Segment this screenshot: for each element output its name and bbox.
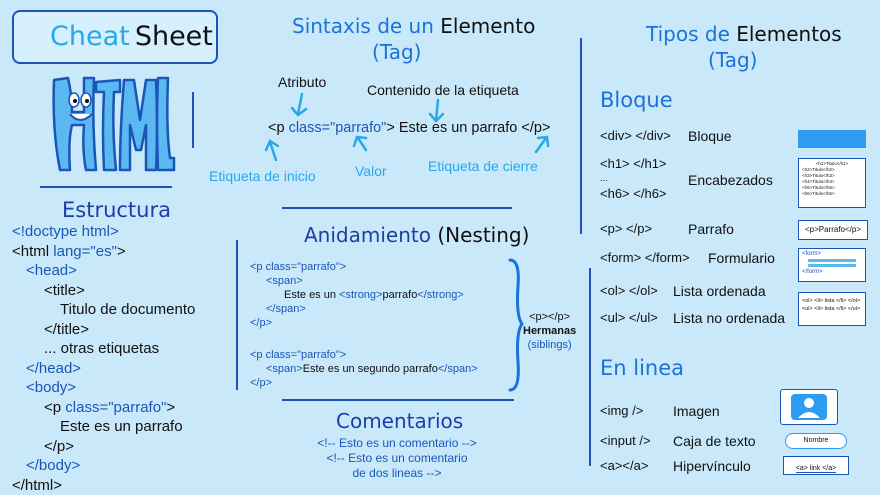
thumb-list bbox=[798, 292, 866, 326]
row-h-dots: ... bbox=[600, 173, 608, 183]
thumb-heading: <h6>Titulo</h6> bbox=[802, 191, 835, 196]
row-h-name: Encabezados bbox=[688, 172, 773, 188]
types-title-1: Tipos de bbox=[646, 22, 730, 46]
code-line bbox=[12, 378, 232, 398]
syntax-content: Este es un parrafo bbox=[398, 120, 518, 136]
code-line bbox=[12, 242, 232, 262]
nesting-title bbox=[304, 223, 529, 247]
code-text: <title> bbox=[44, 281, 85, 299]
row-a-tag: <a></a> bbox=[600, 458, 649, 473]
code-line: </p> bbox=[250, 377, 273, 389]
row-ol-name: Lista ordenada bbox=[673, 283, 766, 299]
nesting-block-1 bbox=[250, 260, 510, 330]
siblings-tag: <p></p> bbox=[529, 311, 571, 323]
code-text: <p bbox=[44, 398, 62, 416]
code-text: Este es un parrafo bbox=[60, 418, 183, 435]
label-contenido: Contenido de la etiqueta bbox=[367, 82, 519, 98]
types-title-2: Elementos bbox=[736, 22, 842, 46]
code-tag: <span> bbox=[266, 363, 303, 375]
structure-title: Estructura bbox=[62, 198, 171, 222]
comment-line: <!-- Esto es un comentario --> bbox=[317, 436, 477, 450]
syntax-bracket: > bbox=[386, 120, 395, 136]
inline-title: En linea bbox=[600, 356, 685, 380]
thumb-list-line: <ol> <li> lista </li> </ol> bbox=[802, 298, 861, 304]
types-divider-top bbox=[580, 38, 582, 234]
row-div-name: Bloque bbox=[688, 128, 732, 144]
code-line bbox=[12, 359, 232, 379]
nesting-title-2: (Nesting) bbox=[437, 223, 530, 247]
code-text: <body> bbox=[26, 379, 77, 396]
syntax-end: </p> bbox=[521, 120, 551, 136]
types-subtitle: (Tag) bbox=[708, 48, 758, 72]
code-line bbox=[12, 339, 232, 359]
thumb-link-text: <a> link </a> bbox=[795, 465, 837, 472]
row-img-tag: <img /> bbox=[600, 403, 644, 418]
code-text: Titulo de documento bbox=[60, 301, 196, 318]
block-title: Bloque bbox=[600, 88, 673, 112]
html-mascot-icon bbox=[46, 70, 176, 178]
comments-title: Comentarios bbox=[336, 409, 464, 433]
code-text: </p> bbox=[44, 437, 75, 455]
row-h-tags bbox=[600, 156, 667, 201]
nesting-title-1: Anidamiento bbox=[304, 223, 431, 247]
siblings-label: Hermanas bbox=[523, 325, 577, 337]
code-text: <html bbox=[12, 242, 50, 260]
code-value: "parrafo" bbox=[108, 398, 167, 416]
thumb-heading: <h5>Titulo</h5> bbox=[802, 185, 835, 190]
row-ul-tag: <ul> </ul> bbox=[600, 310, 658, 325]
thumb-form-close: </form> bbox=[802, 269, 823, 275]
code-attr: lang= bbox=[53, 242, 91, 260]
thumb-input: Nombre bbox=[785, 433, 847, 449]
syntax-value: "parrafo" bbox=[330, 120, 387, 136]
code-line bbox=[250, 288, 510, 302]
row-form-name: Formulario bbox=[708, 250, 775, 266]
code-line bbox=[12, 222, 232, 242]
code-end: > bbox=[166, 398, 176, 416]
arrow-contenido-icon bbox=[436, 100, 438, 120]
comment-line: <!-- Esto es un comentario bbox=[326, 451, 468, 465]
syntax-code bbox=[268, 120, 550, 136]
code-line: </p> bbox=[250, 317, 273, 329]
image-placeholder-icon bbox=[781, 390, 837, 424]
syntax-divider bbox=[282, 207, 512, 209]
code-text: Este es un bbox=[284, 289, 336, 301]
thumb-heading: <h1>Titulo</h1> bbox=[815, 161, 849, 166]
syntax-title-1: Sintaxis de un bbox=[292, 14, 434, 38]
code-line: <span> bbox=[266, 275, 303, 287]
code-text: ... otras etiquetas bbox=[44, 340, 160, 357]
row-form-tag: <form> </form> bbox=[600, 250, 690, 265]
code-line bbox=[12, 437, 232, 457]
code-text: </title> bbox=[44, 320, 90, 338]
code-line: <p class="parrafo"> bbox=[250, 349, 347, 361]
thumb-heading: <h2>Titulo</h2> bbox=[802, 167, 835, 172]
types-title bbox=[646, 22, 842, 46]
syntax-title bbox=[292, 14, 535, 38]
code-text: <!doctype html> bbox=[12, 223, 119, 240]
thumb-p: <p>Parrafo</p> bbox=[798, 220, 868, 240]
nesting-divider bbox=[282, 399, 514, 401]
code-text: parrafo bbox=[382, 289, 418, 301]
arrow-valor-icon bbox=[358, 138, 366, 150]
logo-divider bbox=[192, 92, 194, 148]
code-line bbox=[12, 456, 232, 476]
row-h1-tag: <h1> </h1> bbox=[600, 156, 667, 171]
thumb-div bbox=[798, 130, 866, 148]
syntax-attr: class= bbox=[288, 120, 331, 136]
row-input-tag: <input /> bbox=[600, 433, 651, 448]
code-text: </html> bbox=[12, 476, 63, 494]
label-atributo: Atributo bbox=[278, 74, 327, 90]
comments-lines bbox=[282, 436, 512, 481]
thumb-form-open: <form> bbox=[802, 251, 822, 257]
nesting-left-rule bbox=[236, 240, 238, 390]
code-line: <p class="parrafo"> bbox=[250, 261, 347, 273]
code-text: </body> bbox=[26, 457, 81, 474]
code-tag: </strong> bbox=[417, 289, 464, 301]
thumb-list-line: <ul> <li> lista </li> </ul> bbox=[802, 306, 861, 312]
row-h6-tag: <h6> </h6> bbox=[600, 186, 667, 201]
row-p-name: Parrafo bbox=[688, 221, 734, 237]
code-text: Este es un segundo parrafo bbox=[302, 363, 438, 375]
label-cierre: Etiqueta de cierre bbox=[428, 158, 538, 174]
title-sheet: Sheet bbox=[134, 21, 213, 52]
nesting-block-2 bbox=[250, 348, 510, 390]
code-line bbox=[12, 476, 232, 495]
thumb-link bbox=[783, 456, 849, 475]
thumb-headings bbox=[798, 158, 866, 208]
structure-code bbox=[12, 222, 232, 495]
code-end: > bbox=[116, 242, 126, 260]
label-inicio: Etiqueta de inicio bbox=[209, 168, 316, 184]
html-logo bbox=[46, 70, 176, 178]
row-div-tag: <div> </div> bbox=[600, 128, 671, 143]
code-value: "es" bbox=[90, 242, 117, 260]
code-line bbox=[12, 300, 232, 320]
code-line bbox=[12, 398, 232, 418]
code-tag: <strong> bbox=[339, 289, 383, 301]
arrow-cierre-icon bbox=[536, 138, 546, 152]
types-divider-bottom bbox=[589, 268, 591, 466]
code-line bbox=[12, 417, 232, 437]
row-input-name: Caja de texto bbox=[673, 433, 756, 449]
thumb-heading: <h3>Titulo</h3> bbox=[802, 173, 835, 178]
syntax-title-2: Elemento bbox=[440, 14, 536, 38]
code-text: </head> bbox=[26, 359, 82, 377]
code-line bbox=[250, 362, 510, 376]
label-valor: Valor bbox=[355, 163, 387, 179]
row-img-name: Imagen bbox=[673, 403, 720, 419]
row-p-tag: <p> </p> bbox=[600, 221, 653, 236]
thumb-form bbox=[798, 248, 866, 282]
row-ol-tag: <ol> </ol> bbox=[600, 283, 658, 298]
syntax-open: <p bbox=[268, 120, 285, 136]
code-line: </span> bbox=[266, 303, 306, 315]
thumb-img bbox=[780, 389, 838, 425]
title-box bbox=[12, 10, 218, 64]
comment-line: de dos lineas --> bbox=[352, 466, 442, 480]
code-text: <head> bbox=[26, 262, 77, 279]
code-tag: </span> bbox=[437, 363, 478, 375]
siblings-en: (siblings) bbox=[527, 339, 572, 351]
row-a-name: Hipervínculo bbox=[673, 458, 751, 474]
row-ul-name: Lista no ordenada bbox=[673, 310, 786, 326]
structure-divider bbox=[40, 186, 172, 188]
thumb-heading: <h4>Titulo</h4> bbox=[802, 179, 835, 184]
code-line bbox=[12, 281, 232, 301]
siblings-note bbox=[523, 310, 576, 352]
syntax-subtitle: (Tag) bbox=[372, 40, 422, 64]
title-cheat: Cheat bbox=[50, 21, 130, 52]
code-attr: class= bbox=[65, 398, 109, 416]
code-line bbox=[12, 261, 232, 281]
code-line bbox=[12, 320, 232, 340]
